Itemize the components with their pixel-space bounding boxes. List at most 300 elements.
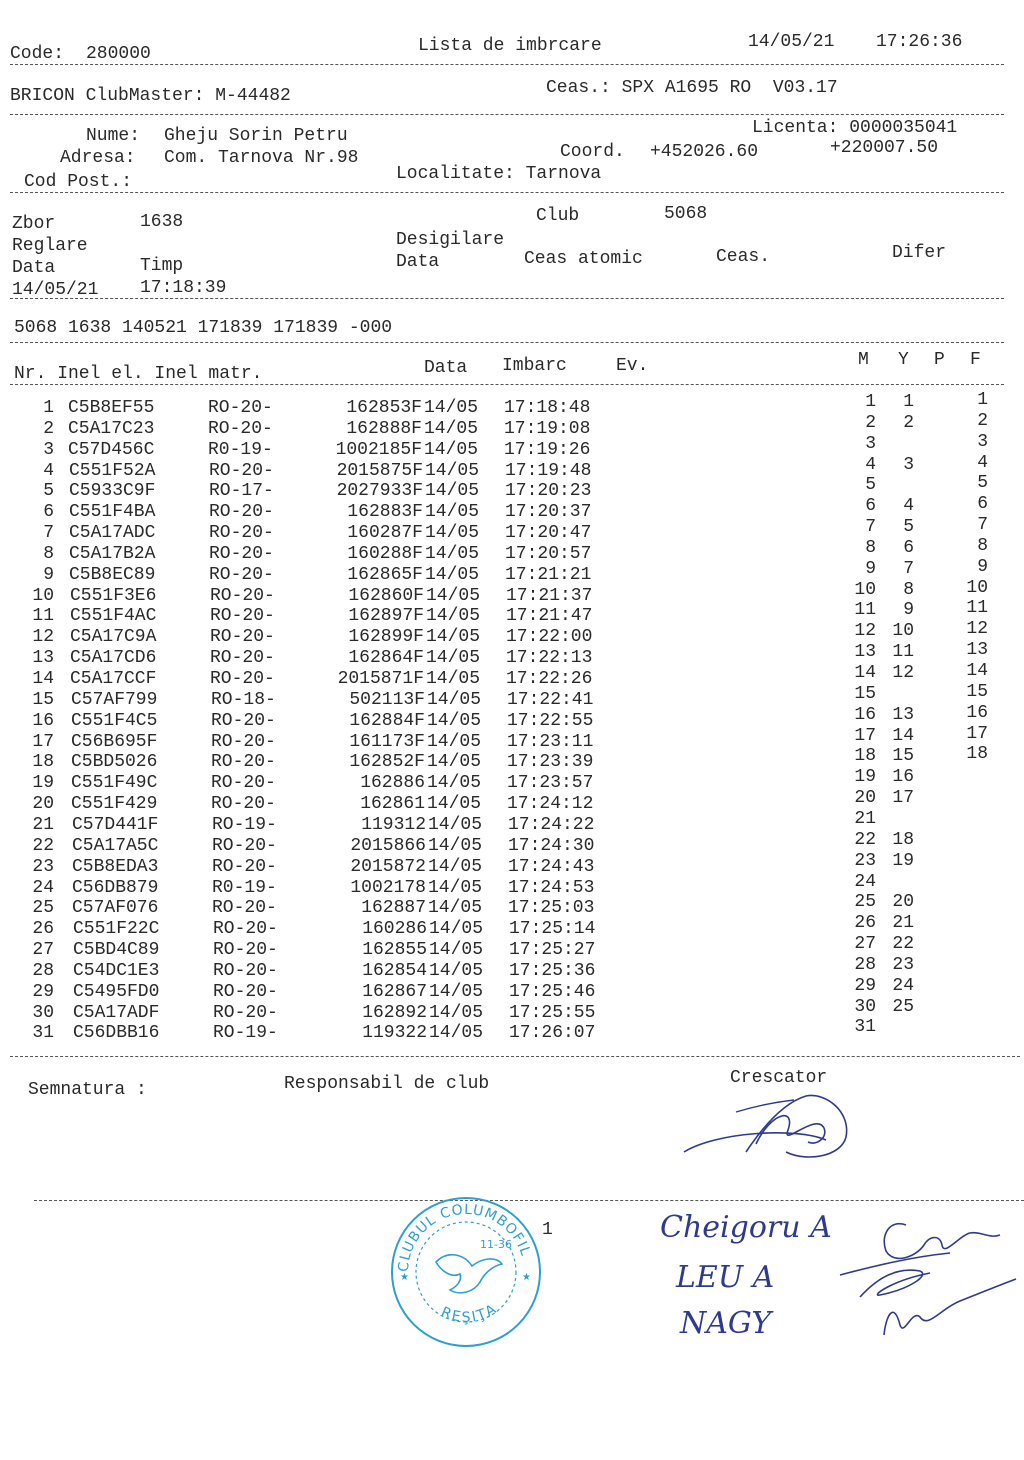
m-rank: 15 [854,684,876,704]
basket-time: 17:22:41 [507,690,594,710]
m-rank: 14 [854,663,876,683]
ceas-label: Ceas. [716,247,771,267]
basket-time: 17:20:37 [505,502,592,522]
ring-number: 162854 [362,961,427,981]
m-rank: 1 [865,392,876,412]
basket-date: 14/05 [428,878,483,898]
basket-date: 14/05 [428,836,483,856]
ring-prefix: RO-20- [211,794,276,814]
row-number: 17 [32,732,54,752]
document-title: Lista de imbrcare [418,36,602,56]
basket-date: 14/05 [426,586,481,606]
basket-time: 17:19:48 [505,461,592,481]
basket-date: 14/05 [425,461,480,481]
basket-date: 14/05 [427,773,482,793]
f-rank: 3 [977,432,988,452]
ring-number: 161173F [349,732,425,752]
ring-number: 162853F [346,398,422,418]
row-number: 31 [32,1023,54,1043]
row-number: 28 [32,961,54,981]
basket-date: 14/05 [426,648,481,668]
y-rank: 12 [892,663,914,683]
f-rank: 2 [977,411,988,431]
stamp-number: 11-36 [480,1238,512,1251]
divider [10,384,1004,385]
basket-date: 14/05 [429,1023,484,1043]
ring-prefix: RO-20- [213,961,278,981]
handwritten-name-1: Cheigoru A [660,1210,832,1245]
basket-date: 14/05 [426,606,481,626]
data2-label: Data [396,252,440,272]
m-rank: 21 [854,809,876,829]
basket-time: 17:25:36 [509,961,596,981]
electronic-ring: C5B8EC89 [69,565,156,585]
m-rank: 8 [865,538,876,558]
basket-date: 14/05 [429,940,484,960]
row-number: 16 [32,711,54,731]
zbor-value: 1638 [140,212,184,232]
y-rank: 19 [892,851,914,871]
ring-prefix: RO-20- [210,586,275,606]
electronic-ring: C551F52A [69,461,156,481]
y-rank: 1 [903,392,914,412]
basket-date: 14/05 [427,690,482,710]
ring-number: 2015872 [350,857,426,877]
y-rank: 2 [903,413,914,433]
basket-date: 14/05 [429,1003,484,1023]
m-rank: 2 [865,413,876,433]
basket-date: 14/05 [425,565,480,585]
stamp-text-bottom: REŞIŢA [438,1300,501,1326]
electronic-ring: C551F49C [71,773,158,793]
y-rank: 17 [892,788,914,808]
basket-time: 17:25:14 [509,919,596,939]
electronic-ring: C551F3E6 [70,586,157,606]
svg-text:★: ★ [522,1272,531,1283]
electronic-ring: C5A17CD6 [70,648,157,668]
m-rank: 19 [854,767,876,787]
basket-time: 17:22:26 [506,669,593,689]
address-label: Adresa: [60,148,136,168]
ring-number: 162899F [348,627,424,647]
basket-date: 14/05 [426,627,481,647]
basket-time: 17:21:47 [506,606,593,626]
ceas-atomic-label: Ceas atomic [524,249,643,269]
row-number: 23 [32,857,54,877]
ring-prefix: RO-19- [213,1023,278,1043]
basket-date: 14/05 [427,711,482,731]
row-number: 22 [32,836,54,856]
ring-prefix: RO-20- [211,711,276,731]
f-rank: 16 [966,703,988,723]
electronic-ring: C5A17C9A [70,627,157,647]
row-number: 5 [43,481,54,501]
ring-prefix: RO-19- [212,815,277,835]
f-rank: 7 [977,515,988,535]
row-number: 18 [32,752,54,772]
ring-prefix: RO-20- [209,461,274,481]
y-rank: 13 [892,705,914,725]
basket-time: 17:24:22 [508,815,595,835]
svg-text:REŞIŢA [439,1301,501,1326]
m-rank: 16 [854,705,876,725]
ring-number: 160288F [347,544,423,564]
ring-prefix: RO-20- [208,419,273,439]
m-rank: 18 [854,746,876,766]
divider [10,298,1004,299]
m-rank: 28 [854,955,876,975]
handwritten-name-3: NAGY [680,1306,772,1341]
row-number: 9 [43,565,54,585]
row-number: 7 [43,523,54,543]
basket-date: 14/05 [427,732,482,752]
f-rank: 11 [966,598,988,618]
y-rank: 24 [892,976,914,996]
electronic-ring: C5BD5026 [71,752,158,772]
row-number: 15 [32,690,54,710]
difer-label: Difer [892,243,947,263]
ring-number: 160287F [347,523,423,543]
f-rank: 4 [977,453,988,473]
electronic-ring: C551F429 [71,794,158,814]
electronic-ring: C56DB879 [72,878,159,898]
ring-number: 162855 [362,940,427,960]
basket-time: 17:24:30 [508,836,595,856]
m-rank: 11 [854,600,876,620]
basket-time: 17:26:07 [509,1023,596,1043]
y-rank: 5 [903,517,914,537]
divider [10,64,1004,65]
ring-prefix: RO-20- [212,836,277,856]
m-rank: 13 [854,642,876,662]
m-rank: 31 [854,1017,876,1037]
column-data: Data [424,358,468,378]
ring-prefix: RO-20- [209,502,274,522]
f-rank: 12 [966,619,988,639]
ring-number: 162861 [360,794,425,814]
ring-prefix: RO-20- [213,1003,278,1023]
flight-code-line: 5068 1638 140521 171839 171839 -000 [14,318,393,338]
club-stamp [386,1192,546,1352]
ring-number: 162867 [362,982,427,1002]
basket-date: 14/05 [424,440,479,460]
ring-number: 162886 [360,773,425,793]
row-number: 26 [32,919,54,939]
electronic-ring: C551F22C [73,919,160,939]
ring-number: 162884F [349,711,425,731]
column-m: M [858,350,869,370]
ring-prefix: RO-20- [210,606,275,626]
m-rank: 9 [865,559,876,579]
ring-prefix: RO-17- [209,481,274,501]
electronic-ring: C5B8EDA3 [72,857,159,877]
y-rank: 15 [892,746,914,766]
row-number: 10 [32,586,54,606]
handwritten-name-2: LEU A [676,1260,775,1295]
breeder-address: Com. Tarnova Nr.98 [164,148,359,168]
y-rank: 10 [892,621,914,641]
basket-date: 14/05 [426,669,481,689]
divider [10,192,1004,193]
ring-number: 2015875F [336,461,423,481]
basket-date: 14/05 [425,481,480,501]
m-rank: 4 [865,455,876,475]
f-rank: 14 [966,661,988,681]
electronic-ring: C5A17ADF [73,1003,160,1023]
f-rank: 15 [966,682,988,702]
ring-number: 162883F [347,502,423,522]
m-rank: 30 [854,997,876,1017]
svg-text:★: ★ [400,1272,409,1283]
ring-prefix: RO-20- [211,752,276,772]
zbor-label: Zbor [12,214,56,234]
m-rank: 20 [854,788,876,808]
y-rank: 21 [892,913,914,933]
breeder-name: Gheju Sorin Petru [164,126,348,146]
ring-prefix: RO-20- [208,398,273,418]
data-label: Data [12,258,56,278]
y-rank: 22 [892,934,914,954]
row-number: 8 [43,544,54,564]
y-rank: 14 [892,726,914,746]
m-rank: 5 [865,475,876,495]
ring-prefix: RO-20- [210,648,275,668]
club-label: Club [536,206,580,226]
electronic-ring: C56DBB16 [73,1023,160,1043]
basket-time: 17:22:55 [507,711,594,731]
electronic-ring: C57D441F [72,815,159,835]
column-ev: Ev. [616,356,649,376]
electronic-ring: C57D456C [68,440,155,460]
ring-number: 160286 [362,919,427,939]
basket-date: 14/05 [429,961,484,981]
electronic-ring: C551F4AC [70,606,157,626]
divider [10,342,1004,343]
row-number: 6 [43,502,54,522]
y-rank: 8 [903,580,914,600]
row-number: 20 [32,794,54,814]
ring-number: 1002185F [335,440,422,460]
electronic-ring: C5495FD0 [73,982,160,1002]
electronic-ring: C57AF799 [71,690,158,710]
ring-number: 502113F [349,690,425,710]
ring-number: 162897F [348,606,424,626]
basket-time: 17:20:47 [505,523,592,543]
name-label: Nume: [86,126,141,146]
basket-time: 17:19:08 [504,419,591,439]
electronic-ring: C5A17CCF [70,669,157,689]
basket-date: 14/05 [428,857,483,877]
y-rank: 18 [892,830,914,850]
electronic-ring: C5933C9F [69,481,156,501]
electronic-ring: C551F4BA [69,502,156,522]
basket-time: 17:25:55 [509,1003,596,1023]
f-rank: 17 [966,724,988,744]
row-number: 12 [32,627,54,647]
electronic-ring: C5B8EF55 [68,398,155,418]
column-imbarc: Imbarc [502,356,567,376]
basket-date: 14/05 [427,752,482,772]
ring-prefix: RO-20- [211,732,276,752]
basket-time: 17:18:48 [504,398,591,418]
reglare-label: Reglare [12,236,88,256]
ring-number: 1002178 [350,878,426,898]
ring-number: 162852F [349,752,425,772]
basket-time: 17:22:00 [506,627,593,647]
electronic-ring: C551F4C5 [71,711,158,731]
row-number: 2 [43,419,54,439]
ring-prefix: R0-19- [212,878,277,898]
basket-date: 14/05 [424,398,479,418]
ring-number: 162864F [348,648,424,668]
row-number: 25 [32,898,54,918]
row-number: 30 [32,1003,54,1023]
m-rank: 22 [854,830,876,850]
ring-prefix: RO-20- [210,627,275,647]
m-rank: 23 [854,851,876,871]
ring-prefix: RO-20- [209,544,274,564]
m-rank: 12 [854,621,876,641]
basket-date: 14/05 [428,898,483,918]
f-rank: 8 [977,536,988,556]
m-rank: 29 [854,976,876,996]
reglare-date: 14/05/21 [12,280,99,300]
code-label: Code: [10,44,65,64]
y-rank: 4 [903,496,914,516]
y-rank: 9 [903,600,914,620]
f-rank: 1 [977,390,988,410]
ring-prefix: RO-20- [211,773,276,793]
electronic-ring: C5BD4C89 [73,940,160,960]
f-rank: 6 [977,494,988,514]
breeder-signature [676,1082,866,1172]
divider [10,114,1004,115]
ring-prefix: R0-19- [208,440,273,460]
y-rank: 11 [892,642,914,662]
ring-prefix: RO-20- [210,669,275,689]
ring-number: 162888F [346,419,422,439]
electronic-ring: C57AF076 [72,898,159,918]
basket-date: 14/05 [425,544,480,564]
m-rank: 3 [865,434,876,454]
m-rank: 27 [854,934,876,954]
f-rank: 5 [977,473,988,493]
f-rank: 9 [977,557,988,577]
clubmaster-id: BRICON ClubMaster: M-44482 [10,86,291,106]
basket-time: 17:24:53 [508,878,595,898]
basket-time: 17:25:46 [509,982,596,1002]
y-rank: 23 [892,955,914,975]
m-rank: 17 [854,726,876,746]
basket-time: 17:20:57 [505,544,592,564]
ring-prefix: RO-20- [213,982,278,1002]
basket-time: 17:23:39 [507,752,594,772]
basket-time: 17:20:23 [505,481,592,501]
electronic-ring: C56B695F [71,732,158,752]
locality: Localitate: Tarnova [396,164,602,184]
ring-number: 162892 [362,1003,427,1023]
basket-time: 17:22:13 [506,648,593,668]
ring-number: 162860F [348,586,424,606]
ring-prefix: RO-20- [213,919,278,939]
ring-prefix: RO-20- [213,940,278,960]
ring-number: 162887 [361,898,426,918]
license: Licenta: 0000035041 [752,118,958,138]
club-value: 5068 [664,204,708,224]
timp-label: Timp [140,256,184,276]
m-rank: 25 [854,892,876,912]
row-number: 27 [32,940,54,960]
header-date: 14/05/21 [748,32,835,52]
m-rank: 10 [854,580,876,600]
basket-date: 14/05 [429,982,484,1002]
row-number: 24 [32,878,54,898]
basket-date: 14/05 [429,919,484,939]
y-rank: 3 [903,455,914,475]
svg-text:CLUBUL COLUMBOFIL [396,1202,534,1273]
electronic-ring: C5A17A5C [72,836,159,856]
row-number: 21 [32,815,54,835]
y-rank: 7 [903,559,914,579]
stamp-text-top: CLUBUL COLUMBOFIL [395,1201,534,1273]
desigilare-label: Desigilare [396,230,505,250]
postcode-label: Cod Post.: [24,172,133,192]
ring-number: 2027933F [336,481,423,501]
row-number: 19 [32,773,54,793]
row-number: 13 [32,648,54,668]
dove-icon [436,1255,502,1293]
column-p: P [934,350,945,370]
ring-number: 119322 [362,1023,427,1043]
row-number: 11 [32,606,54,626]
f-rank: 13 [966,640,988,660]
header-time: 17:26:36 [876,32,963,52]
f-rank: 10 [966,578,988,598]
ring-prefix: RO-20- [212,898,277,918]
basket-time: 17:25:03 [508,898,595,918]
y-rank: 20 [892,892,914,912]
basket-date: 14/05 [425,502,480,522]
basket-date: 14/05 [425,523,480,543]
basket-time: 17:23:11 [507,732,594,752]
basket-time: 17:24:43 [508,857,595,877]
committee-signatures [820,1205,1024,1365]
basket-date: 14/05 [427,794,482,814]
column-y: Y [898,350,909,370]
y-rank: 16 [892,767,914,787]
basket-date: 14/05 [424,419,479,439]
f-rank: 18 [966,744,988,764]
y-rank: 25 [892,997,914,1017]
basket-time: 17:21:21 [505,565,592,585]
basket-date: 14/05 [428,815,483,835]
row-number: 14 [32,669,54,689]
ring-prefix: RO-18- [211,690,276,710]
basket-time: 17:19:26 [504,440,591,460]
basket-time: 17:21:37 [506,586,593,606]
ring-number: 162865F [347,565,423,585]
ring-number: 119312 [361,815,426,835]
row-number: 1 [43,398,54,418]
m-rank: 6 [865,496,876,516]
ring-number: 2015866 [350,836,426,856]
row-number: 4 [43,461,54,481]
m-rank: 7 [865,517,876,537]
row-number: 29 [32,982,54,1002]
club-responsible-label: Responsabil de club [284,1074,490,1094]
basket-time: 17:25:27 [509,940,596,960]
signature-label: Semnatura : [28,1080,147,1100]
